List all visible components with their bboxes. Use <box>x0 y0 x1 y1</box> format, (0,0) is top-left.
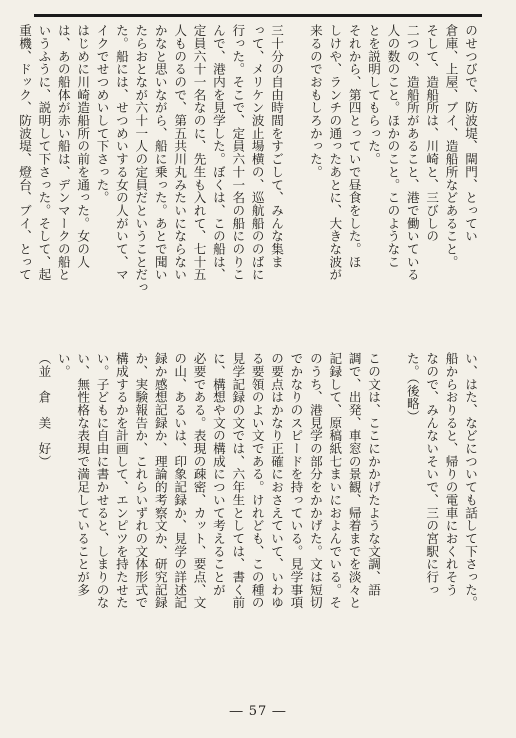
lower-text-line: る要領のよい文である。けれども、この種の <box>249 352 265 609</box>
upper-text-line <box>286 24 305 346</box>
lower-text-line: の要点はかなり正確におさえていて、いわゆ <box>269 352 285 609</box>
lower-text-line: た。（後略） <box>404 352 420 423</box>
upper-text-line: いうふうに、説明して下さった。そして、起 <box>36 24 52 281</box>
upper-text-line: 人ものるので、第五共川丸みたいにならない <box>172 24 188 281</box>
lower-text-line: 調で、出発、車窓の景観、帰着までを淡々と <box>346 352 362 609</box>
lower-text-line: 記録して、原稿紙七まいにおよんでいる。そ <box>327 352 343 609</box>
upper-text-line: 三十分の自由時間をすごして、みんな集ま <box>269 24 285 269</box>
upper-text-line: のせつびで、防波堤、閘門、とってい <box>463 24 478 243</box>
upper-text-line: って、メリケン波止場横の、巡航船ののばに <box>249 24 265 281</box>
lower-text-line: のうち、港見学の部分をかかげた。文は短切 <box>307 352 323 609</box>
lower-text-line: でかなりのスピードを持っている。見学事項 <box>288 352 304 609</box>
upper-text-line: 行った。そこで、定員六十一名の船にのりこ <box>230 24 246 281</box>
upper-text-line: とを説明してもらった。 <box>366 24 382 166</box>
lower-text-block <box>36 352 480 686</box>
upper-text-line: 重機、ドック、防波堤、燈台、ブイ、とって <box>17 24 33 281</box>
upper-text-line: しけや、ランチの通ったあとに、大きな波が <box>327 24 343 281</box>
upper-text-line: たらおとなが六十一人の定員だということだっ <box>133 24 149 294</box>
lower-columns <box>34 352 480 686</box>
lower-text-line: い。 <box>55 352 71 378</box>
upper-text-line: は、あの船体が赤い船は、デンマークの船と <box>55 24 71 281</box>
lower-text-line: 録か感想記録か、理論的考察文か、研究記録 <box>152 352 168 609</box>
upper-text-line: 倉庫、上屋、ブイ、造船所などあること。 <box>443 24 459 269</box>
upper-text-line: 人の数のこと。ほかのこと。このようなこ <box>385 24 401 269</box>
top-rule <box>34 14 482 17</box>
lower-text-line: に、構想や文の構成について考えることが <box>210 352 226 597</box>
upper-text-line: そして、造船所は、川崎と、三びしの <box>424 24 440 243</box>
lower-text-line <box>383 352 402 686</box>
lower-text-line: の山、あるいは、印象記録か、見学の詳述記 <box>172 352 188 609</box>
lower-text-line: なので、みんないそいで、三の宮駅に行っ <box>424 352 440 597</box>
upper-text-line: 定員六十一名なのに、先生も入れて、七十五 <box>191 24 207 281</box>
upper-text-line: 二つの、造船所があること、港で働いている <box>404 24 420 281</box>
upper-text-line: んで、港内を見学した。ぼくは、この船は、 <box>210 24 226 281</box>
lower-text-line: 見学記録の文では、六年生としては、書く前 <box>230 352 246 609</box>
upper-text-line: 来るのでおもしろかった。 <box>307 24 323 179</box>
upper-columns <box>15 24 480 346</box>
lower-text-line: 必要である。表現の疎密、カット、要点、文 <box>191 352 207 609</box>
upper-text-line: た。船には、せつめいする女の人がいて、マ <box>113 24 129 281</box>
lower-text-line: この文は、ここにかかげたような文調、語 <box>366 352 382 597</box>
upper-text-block <box>17 24 480 346</box>
lower-text-line: い、無性格な表現で満足していることが多 <box>75 352 91 597</box>
lower-text-line: 構成するかを計画して、エンピツを持たせた <box>113 352 129 609</box>
lower-text-line: い、はた、などについても話して下さった。 <box>463 352 478 609</box>
upper-text-line: はじめに川崎造船所の前を通った。女の人 <box>75 24 91 269</box>
upper-text-line: イクでせつめいして下さった。 <box>94 24 110 204</box>
lower-text-line: 船からおりると、帰りの電車におくれそう <box>443 352 459 597</box>
lower-text-line: い。子どもに自由に書かせると、しまりのな <box>94 352 110 609</box>
upper-text-line: かなと思いながら、船に乗った。あとで聞い <box>152 24 168 281</box>
lower-text-line: か、実験報告か、これらいずれの文体形式で <box>133 352 149 609</box>
lower-text-line: （並 倉 美 好） <box>36 352 52 468</box>
page-number: ― 57 ― <box>229 704 287 719</box>
upper-text-line: それから、第四とっていで昼食をした。ほ <box>346 24 362 269</box>
